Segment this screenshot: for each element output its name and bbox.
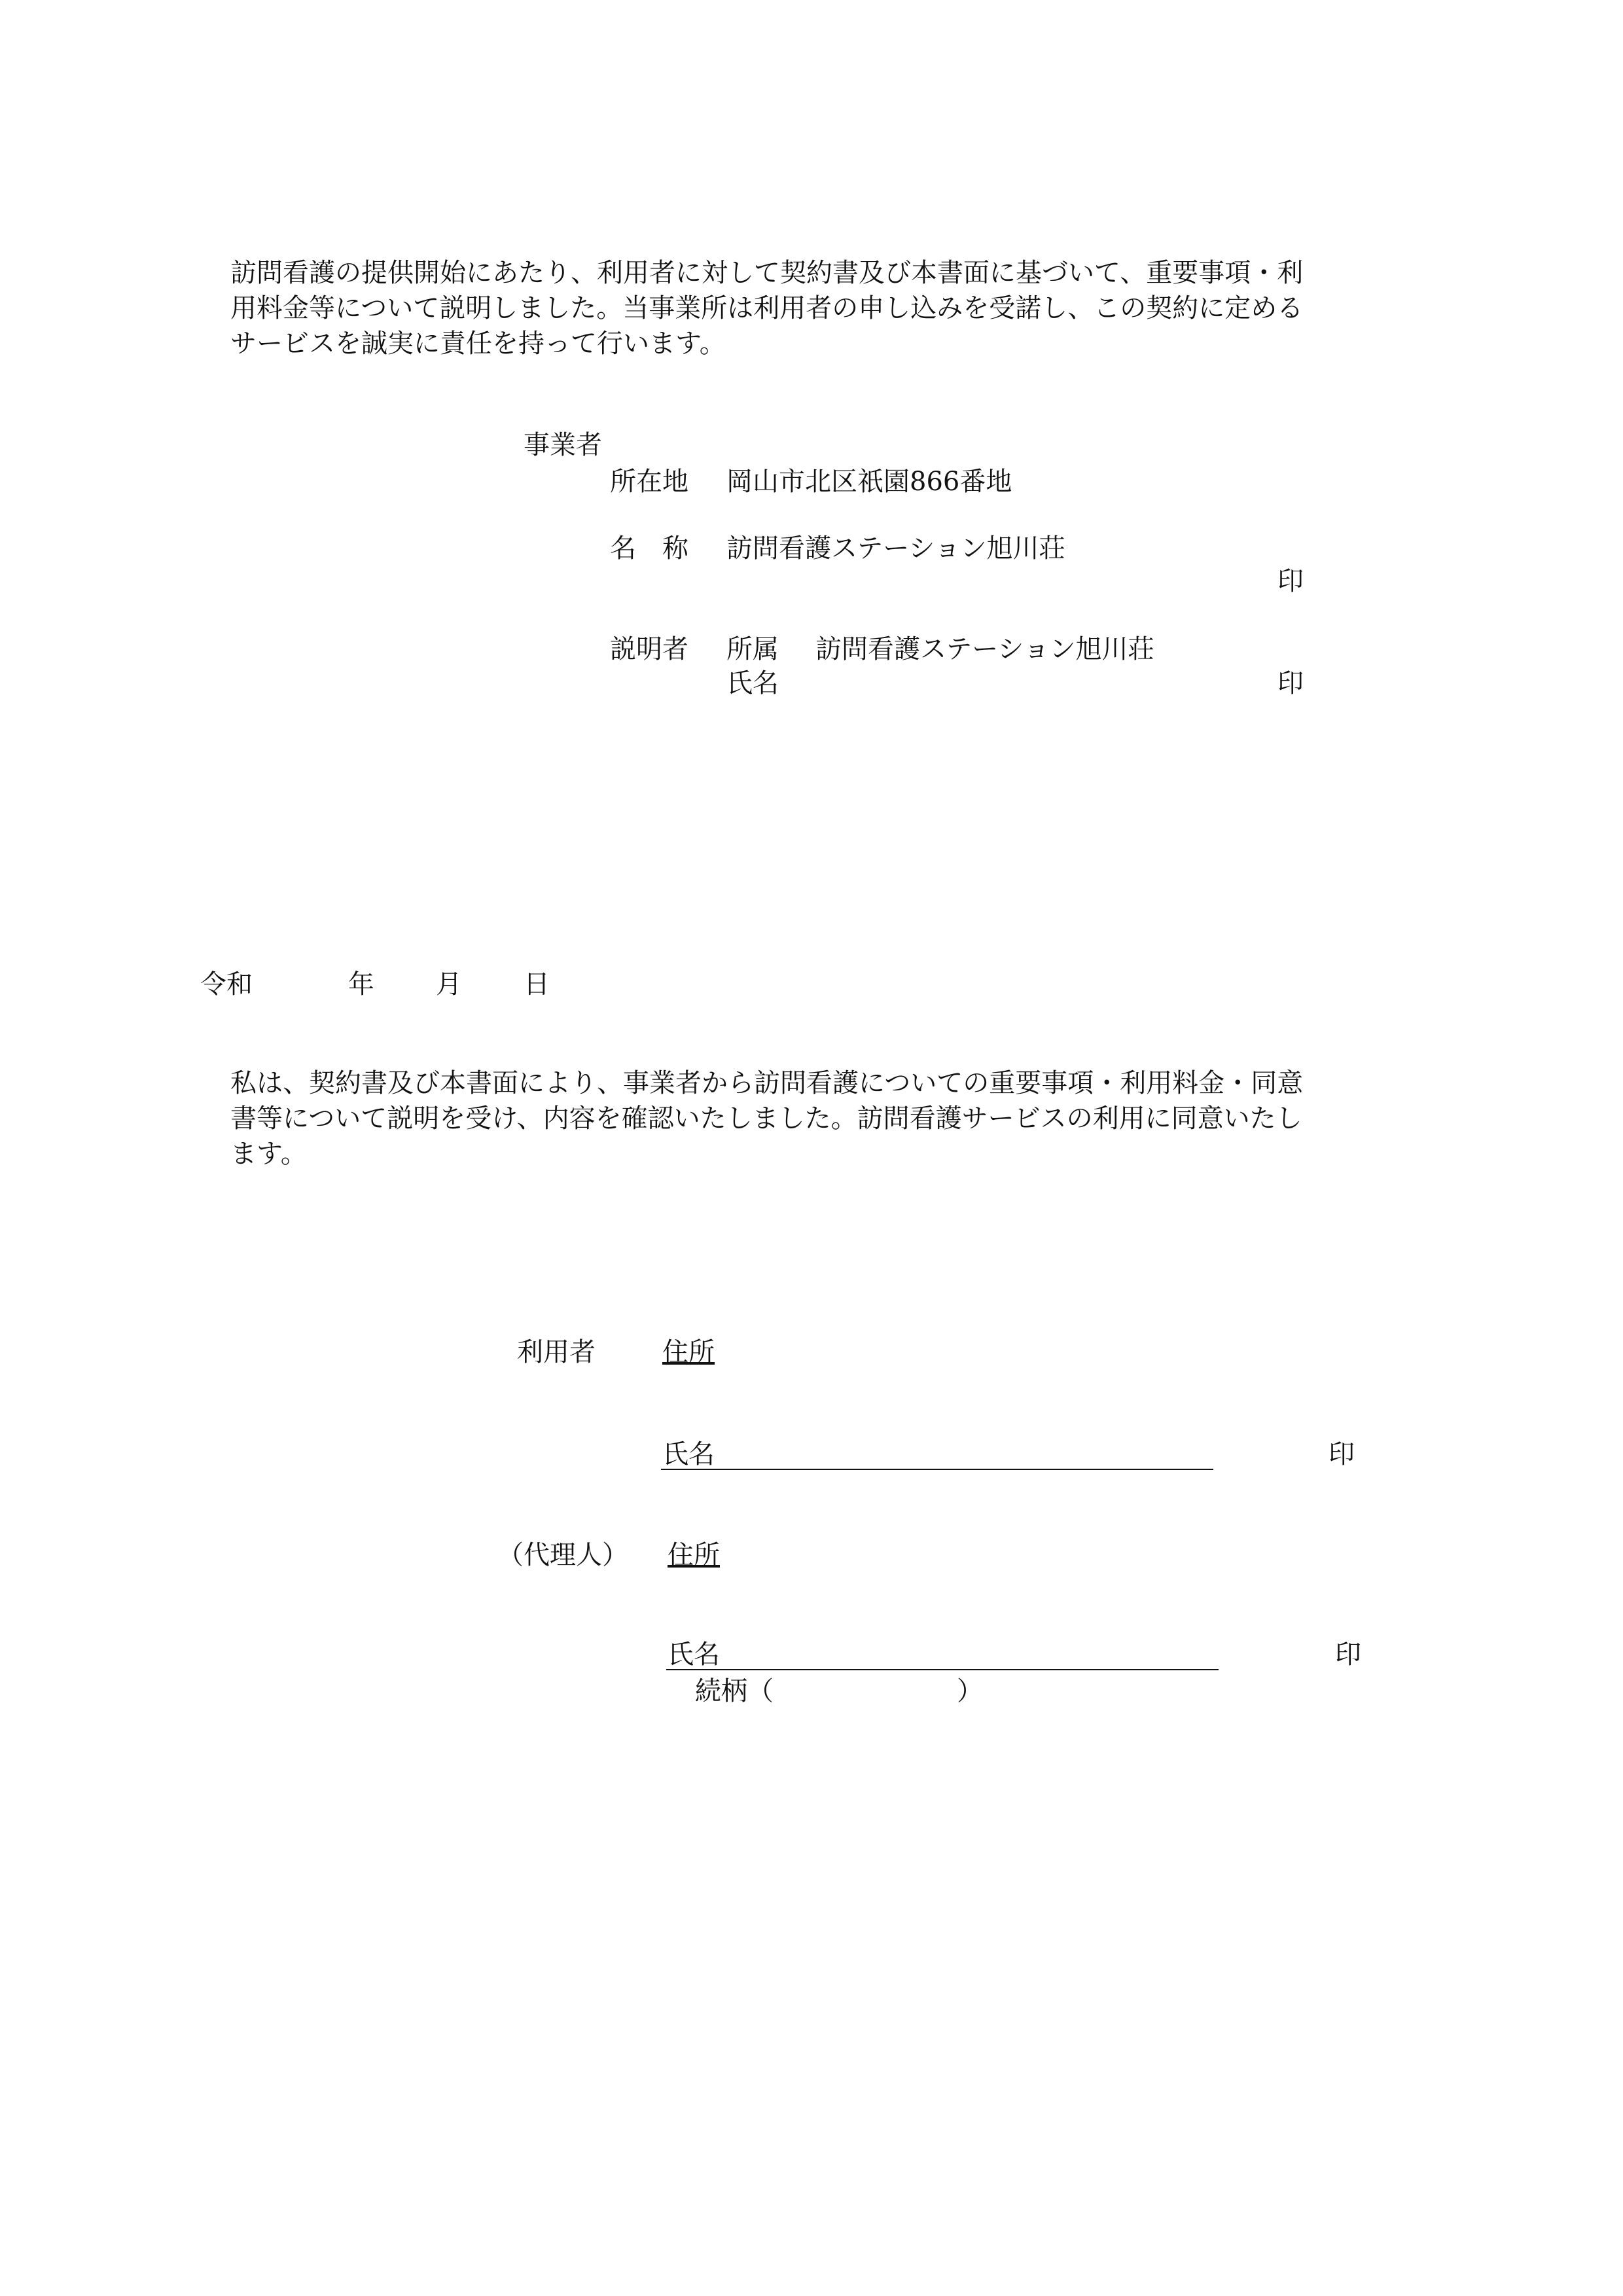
explainer-affiliation-label: 所属 [726, 634, 779, 664]
explainer-affiliation-value: 訪問看護ステーション旭川荘 [815, 634, 1154, 664]
explainer-seal-mark: 印 [1277, 668, 1304, 698]
provider-address-value: 岡山市北区祇園866番地 [726, 467, 1012, 497]
user-name-label: 氏名 [662, 1439, 715, 1469]
provider-address-label: 所在地 [610, 467, 688, 497]
agent-seal-mark: 印 [1335, 1640, 1361, 1670]
provider-name-value: 訪問看護ステーション旭川荘 [726, 533, 1065, 564]
provider-seal-mark: 印 [1277, 566, 1304, 596]
user-heading: 利用者 [517, 1337, 596, 1367]
agent-name-underline [666, 1669, 1219, 1670]
user-seal-mark: 印 [1329, 1439, 1355, 1469]
date-year-label: 年 [348, 969, 374, 999]
user-name-underline [661, 1469, 1213, 1470]
agent-relationship-label: 続柄（ ） [695, 1676, 983, 1706]
agent-name-label: 氏名 [668, 1640, 720, 1670]
date-era: 令和 [200, 969, 253, 999]
date-month-label: 月 [436, 969, 462, 999]
agent-address-label: 住所 [668, 1540, 720, 1570]
explainer-label: 説明者 [610, 634, 688, 664]
agent-heading: （代理人） [497, 1540, 628, 1570]
provider-heading: 事業者 [524, 430, 602, 460]
date-day-label: 日 [524, 969, 550, 999]
user-address-label: 住所 [662, 1337, 715, 1367]
provider-name-label: 名 称 [610, 533, 688, 564]
user-statement: 私は、契約書及び本書面により、事業者から訪問看護についての重要事項・利用料金・同意 書等について説明を受け、内容を確認いたしました。訪問看護サービスの利用に同意いたし ます。 [230, 1068, 1304, 1169]
explainer-name-label: 氏名 [726, 668, 779, 698]
provider-statement: 訪問看護の提供開始にあたり、利用者に対して契約書及び本書面に基づいて、重要事項・利 用料金等について説明しました。当事業所は利用者の申し込みを受諾し、この契約に定める サービスを誠実に責任を持って行います。 [230, 258, 1304, 359]
